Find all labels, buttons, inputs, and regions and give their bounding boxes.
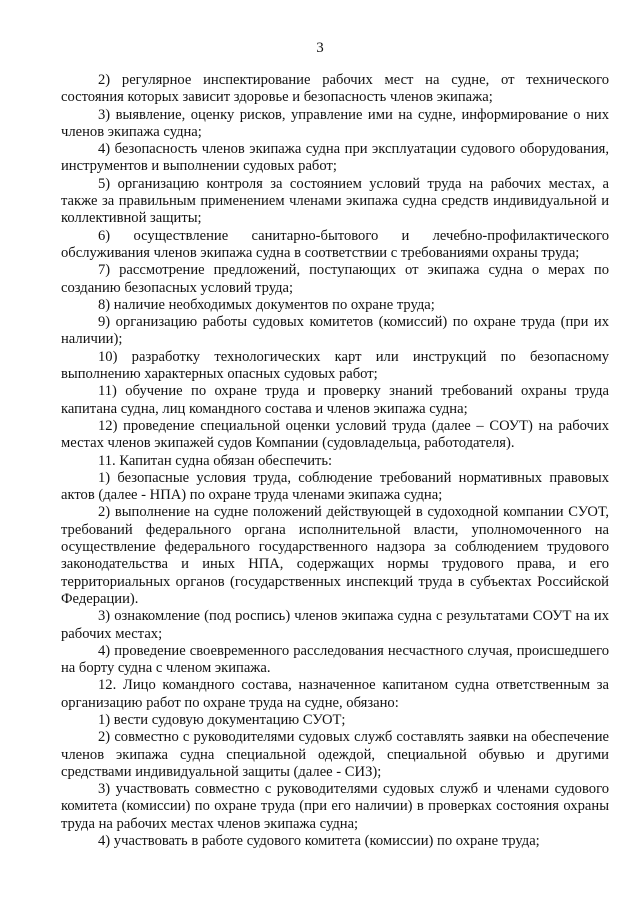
paragraph-12-2: 2) совместно с руководителями судовых служб составлять заявки на обеспечение членов экипажа судна специальной одеждой, специальной обувью и другими средствами индивидуальной защиты (далее - СИЗ); bbox=[61, 729, 609, 780]
paragraph-12-3: 3) участвовать совместно с руководителями судовых служб и членами судового комитета (комиссии) по охране труда (при его наличии) в проверках состояния охраны труда на рабочих местах членов экипажа судна; bbox=[61, 781, 609, 832]
paragraph-12-1: 1) вести судовую документацию СУОТ; bbox=[98, 711, 346, 728]
paragraph-10-7: 7) рассмотрение предложений, поступающих от экипажа судна о мерах по созданию безопасных условий труда; bbox=[61, 262, 609, 296]
document-body bbox=[61, 72, 609, 850]
paragraph-11-1: 1) безопасные условия труда, соблюдение требований нормативных правовых актов (далее - НПА) по охране труда членами экипажа судна; bbox=[61, 469, 609, 504]
paragraph-10-4: 4) безопасность членов экипажа судна при эксплуатации судового оборудования, инструментов и выполнении судовых работ; bbox=[61, 141, 609, 175]
paragraph-11-4: 4) проведение своевременного расследования несчастного случая, происшедшего на борту судна с членом экипажа. bbox=[61, 642, 609, 677]
paragraph-10-5: 5) организацию контроля за состоянием условий труда на рабочих местах, а также за правильным применением членами экипажа судна средств индивидуальной и коллективной защиты; bbox=[61, 175, 609, 227]
paragraph-10-3: 3) выявление, оценку рисков, управление ими на судне, информирование о них членов экипажа судна; bbox=[61, 106, 609, 140]
paragraph-10-9: 9) организацию работы судовых комитетов (комиссий) по охране труда (при их наличии); bbox=[61, 314, 609, 348]
paragraph-10-12: 12) проведение специальной оценки условий труда (далее – СОУТ) на рабочих местах членов экипажей судов Компании (судовладельца, работодателя). bbox=[61, 417, 609, 452]
paragraph-10-8: 8) наличие необходимых документов по охране труда; bbox=[98, 296, 435, 313]
paragraph-11-2: 2) выполнение на судне положений действующей в судоходной компании СУОТ, требований федерального органа исполнительной власти, уполномоченного на осуществление федерального государственного надзора за соблюдением трудового законодательства и иных НПА, содержащих нормы трудового права, и его территориальных органов (государственных инспекций труда в субъектах Российской Федерации). bbox=[61, 504, 609, 607]
section-12-heading: 12. Лицо командного состава, назначенное капитаном судна ответственным за организацию работ по охране труда на судне, обязано: bbox=[61, 677, 609, 711]
paragraph-10-2: 2) регулярное инспектирование рабочих мест на судне, от технического состояния которых зависит здоровье и безопасность членов экипажа; bbox=[61, 72, 609, 106]
paragraph-10-10: 10) разработку технологических карт или инструкций по безопасному выполнению характерных опасных судовых работ; bbox=[61, 348, 609, 383]
paragraph-12-4: 4) участвовать в работе судового комитета (комиссии) по охране труда; bbox=[98, 833, 540, 850]
paragraph-11-3: 3) ознакомление (под роспись) членов экипажа судна с результатами СОУТ на их рабочих местах; bbox=[61, 608, 609, 642]
paragraph-10-11: 11) обучение по охране труда и проверку знаний требований охраны труда капитана судна, лиц командного состава и членов экипажа судна; bbox=[61, 383, 609, 417]
page-number: 3 bbox=[316, 40, 324, 56]
section-11-heading: 11. Капитан судна обязан обеспечить: bbox=[98, 452, 333, 469]
paragraph-10-6: 6) осуществление санитарно-бытового и лечебно-профилактического обслуживания членов экипажа судна в соответствии с требованиями охраны труда; bbox=[61, 227, 609, 261]
